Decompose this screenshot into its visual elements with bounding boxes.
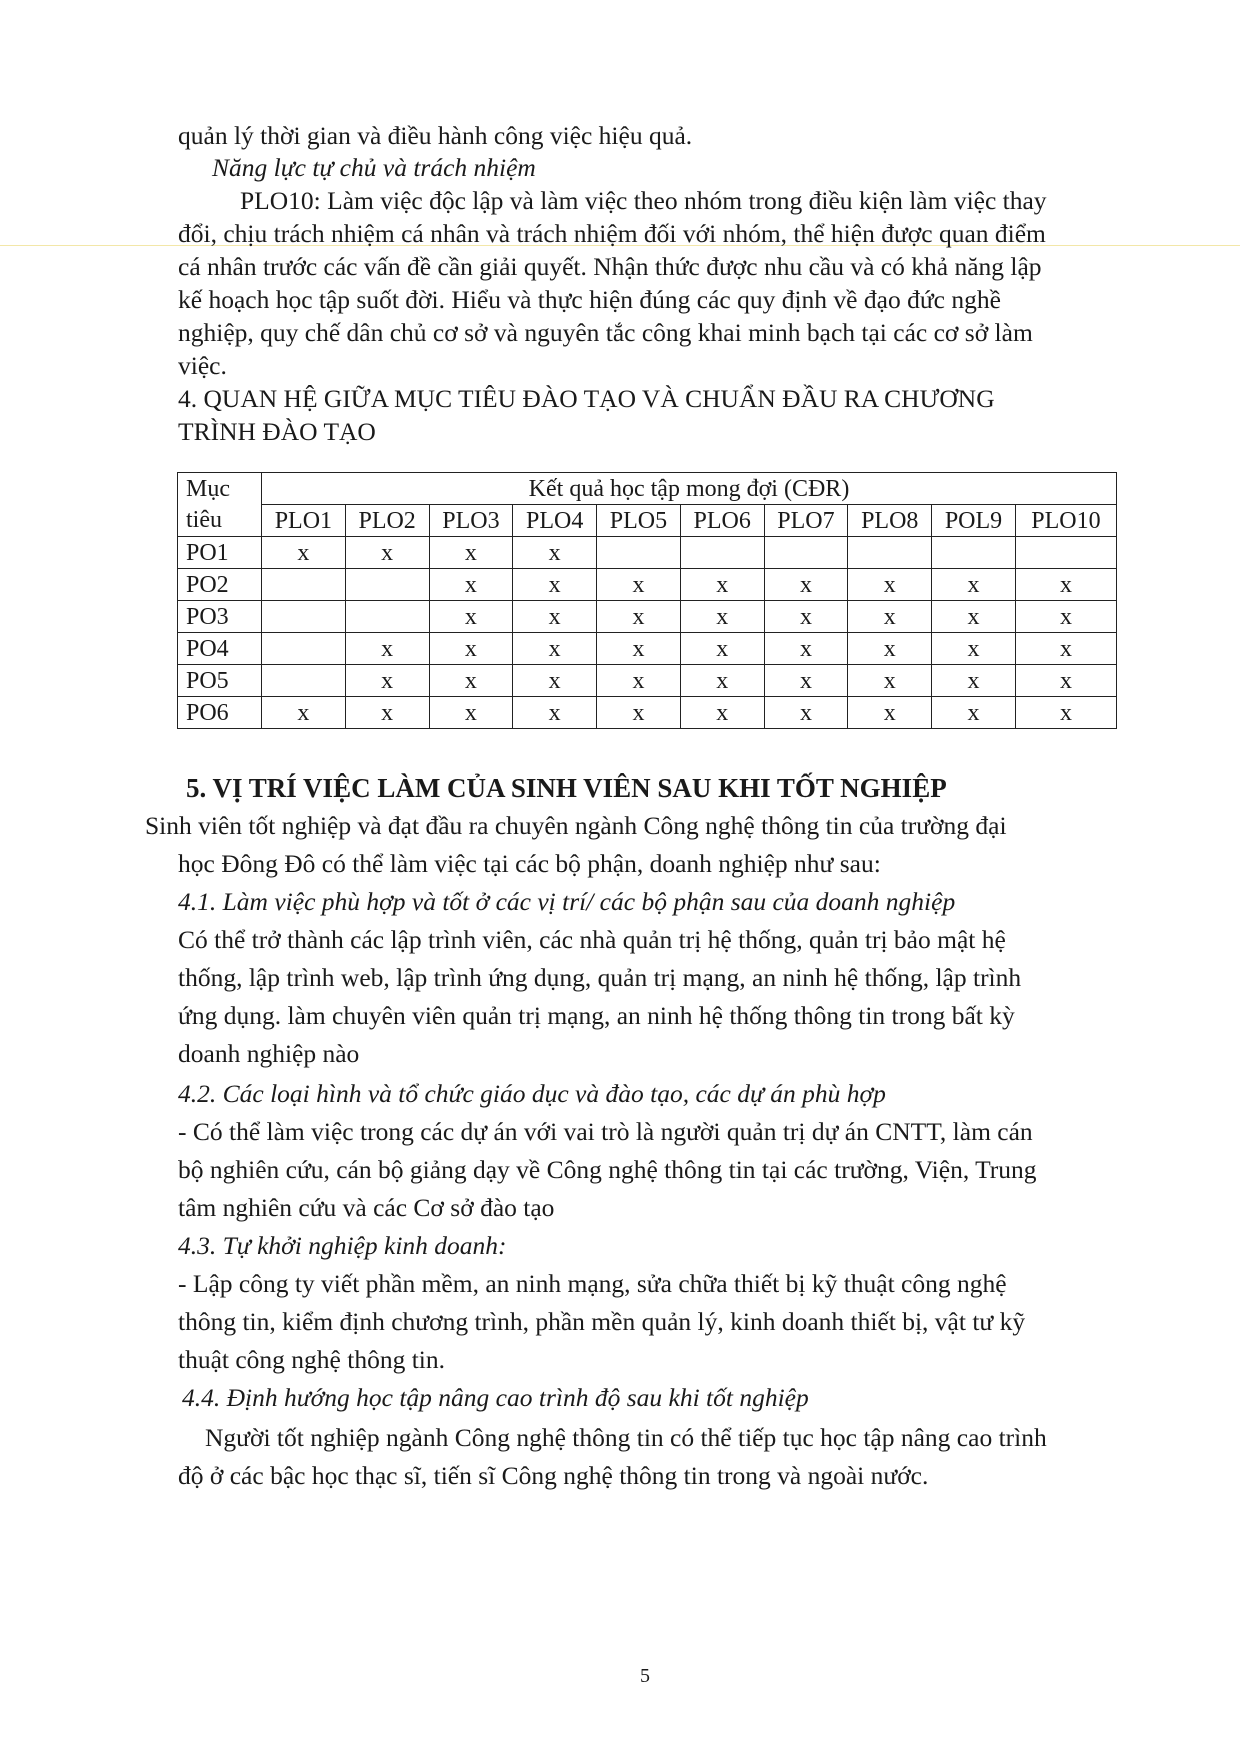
row-label: PO1 [178,537,262,569]
matrix-cell: x [1015,569,1116,601]
column-header: PLO8 [848,505,932,537]
plo10-line: việc. [178,351,227,380]
section4-title: 4. QUAN HỆ GIỮA MỤC TIÊU ĐÀO TẠO VÀ CHUẨN ĐẦU RA CHƯƠNG [178,384,995,413]
matrix-cell: x [848,665,932,697]
matrix-cell: x [848,697,932,729]
sub43-line: thuật công nghệ thông tin. [178,1345,446,1374]
table-row [178,569,1117,601]
row-label: PO3 [178,601,262,633]
matrix-cell: x [429,633,513,665]
sub42-line: - Có thể làm việc trong các dự án với vai trò là người quản trị dự án CNTT, làm cán [178,1117,1033,1146]
column-header: PLO7 [764,505,848,537]
table-row [178,537,1117,569]
matrix-cell: x [932,601,1016,633]
column-header: POL9 [932,505,1016,537]
row-label: PO6 [178,697,262,729]
matrix-cell: x [262,697,346,729]
group-header: Kết quả học tập mong đợi (CĐR) [262,473,1117,505]
matrix-cell [597,537,681,569]
matrix-cell: x [680,633,764,665]
matrix-cell: x [429,697,513,729]
section5-title: 5. VỊ TRÍ VIỆC LÀM CỦA SINH VIÊN SAU KHI TỐT NGHIỆP [186,773,947,803]
sub43-line: thông tin, kiểm định chương trình, phần mền quản lý, kinh doanh thiết bị, vật tư kỹ [178,1307,1026,1336]
matrix-cell: x [764,569,848,601]
matrix-cell: x [345,537,429,569]
matrix-cell [764,537,848,569]
corner-cell: Mục [178,473,262,505]
corner-cell-2: tiêu [178,505,262,537]
sub41-line: Có thể trở thành các lập trình viên, các nhà quản trị hệ thống, quản trị bảo mật hệ [178,925,1006,954]
matrix-cell: x [764,633,848,665]
matrix-cell: x [429,569,513,601]
matrix-cell: x [262,537,346,569]
matrix-cell [680,537,764,569]
table-row [178,633,1117,665]
sub44-title: 4.4. Định hướng học tập nâng cao trình độ sau khi tốt nghiệp [182,1383,809,1412]
row-label: PO4 [178,633,262,665]
matrix-cell: x [764,697,848,729]
table-row [178,665,1117,697]
matrix-cell [262,665,346,697]
matrix-cell: x [597,633,681,665]
column-header: PLO3 [429,505,513,537]
sub41-title: 4.1. Làm việc phù hợp và tốt ở các vị trí/ các bộ phận sau của doanh nghiệp [178,887,956,916]
matrix-cell: x [848,569,932,601]
plo10-line: đổi, chịu trách nhiệm cá nhân và trách nhiệm đối với nhóm, thể hiện được quan điểm [178,219,1046,248]
paragraph-line: quản lý thời gian và điều hành công việc hiệu quả. [178,121,693,150]
section5-intro-line: học Đông Đô có thể làm việc tại các bộ phận, doanh nghiệp như sau: [178,849,881,878]
matrix-cell [932,537,1016,569]
matrix-cell: x [513,569,597,601]
sub44-line: độ ở các bậc học thạc sĩ, tiến sĩ Công nghệ thông tin trong và ngoài nước. [178,1461,929,1490]
po-plo-matrix-table [177,472,1117,729]
plo10-line: cá nhân trước các vấn đề cần giải quyết. Nhận thức được nhu cầu và có khả năng lập [178,252,1042,281]
matrix-cell: x [513,537,597,569]
matrix-cell: x [513,665,597,697]
sub41-line: thống, lập trình web, lập trình ứng dụng, quản trị mạng, an ninh hệ thống, lập trình [178,963,1022,992]
matrix-cell [1015,537,1116,569]
matrix-cell: x [429,537,513,569]
column-header: PLO6 [680,505,764,537]
column-header: PLO2 [345,505,429,537]
matrix-cell: x [764,665,848,697]
section4-title-cont: TRÌNH ĐÀO TẠO [178,417,376,446]
table-group-header-row [178,473,1117,505]
matrix-cell: x [848,601,932,633]
matrix-cell: x [345,633,429,665]
matrix-cell: x [1015,665,1116,697]
matrix-cell: x [345,697,429,729]
matrix-cell [848,537,932,569]
table-column-header-row [178,505,1117,537]
matrix-cell: x [680,569,764,601]
plo10-line: kế hoạch học tập suốt đời. Hiểu và thực hiện đúng các quy định về đạo đức nghề [178,285,1001,314]
sub41-line: ứng dụng. làm chuyên viên quản trị mạng, an ninh hệ thống thông tin trong bất kỳ [178,1001,1015,1030]
matrix-cell [262,569,346,601]
matrix-cell: x [513,633,597,665]
matrix-cell: x [932,697,1016,729]
column-header: PLO1 [262,505,346,537]
matrix-cell: x [932,665,1016,697]
sub44-line: Người tốt nghiệp ngành Công nghệ thông tin có thể tiếp tục học tập nâng cao trình [205,1423,1047,1452]
table-row [178,601,1117,633]
matrix-cell: x [680,665,764,697]
matrix-cell: x [680,697,764,729]
subheading-autonomy: Năng lực tự chủ và trách nhiệm [212,153,536,182]
table-row [178,697,1117,729]
matrix-cell: x [848,633,932,665]
plo10-line: nghiệp, quy chế dân chủ cơ sở và nguyên tắc công khai minh bạch tại các cơ sở làm [178,318,1033,347]
matrix-cell: x [597,665,681,697]
sub43-line: - Lập công ty viết phần mềm, an ninh mạng, sửa chữa thiết bị kỹ thuật công nghệ [178,1269,1007,1298]
sub42-title: 4.2. Các loại hình và tổ chức giáo dục và đào tạo, các dự án phù hợp [178,1079,886,1108]
sub43-title: 4.3. Tự khởi nghiệp kinh doanh: [178,1231,507,1260]
column-header: PLO10 [1015,505,1116,537]
matrix-cell: x [1015,601,1116,633]
sub42-line: bộ nghiên cứu, cán bộ giảng dạy về Công nghệ thông tin tại các trường, Viện, Trung [178,1155,1037,1184]
matrix-cell: x [1015,697,1116,729]
matrix-cell: x [345,665,429,697]
sub42-line: tâm nghiên cứu và các Cơ sở đào tạo [178,1193,555,1222]
column-header: PLO4 [513,505,597,537]
matrix-cell [262,601,346,633]
matrix-cell: x [513,601,597,633]
row-label: PO5 [178,665,262,697]
matrix-cell: x [764,601,848,633]
matrix-cell: x [597,601,681,633]
matrix-cell: x [597,569,681,601]
page-number: 5 [640,1665,650,1687]
matrix-cell [262,633,346,665]
matrix-cell: x [680,601,764,633]
section5-intro-line: Sinh viên tốt nghiệp và đạt đầu ra chuyên ngành Công nghệ thông tin của trường đại [145,811,1007,840]
matrix-cell: x [597,697,681,729]
matrix-cell: x [429,665,513,697]
plo10-line: PLO10: Làm việc độc lập và làm việc theo nhóm trong điều kiện làm việc thay [240,186,1047,215]
matrix-cell: x [513,697,597,729]
matrix-cell: x [1015,633,1116,665]
matrix-cell: x [932,569,1016,601]
row-label: PO2 [178,569,262,601]
column-header: PLO5 [597,505,681,537]
matrix-cell [345,569,429,601]
matrix-cell [345,601,429,633]
sub41-line: doanh nghiệp nào [178,1039,360,1068]
matrix-cell: x [429,601,513,633]
matrix-cell: x [932,633,1016,665]
